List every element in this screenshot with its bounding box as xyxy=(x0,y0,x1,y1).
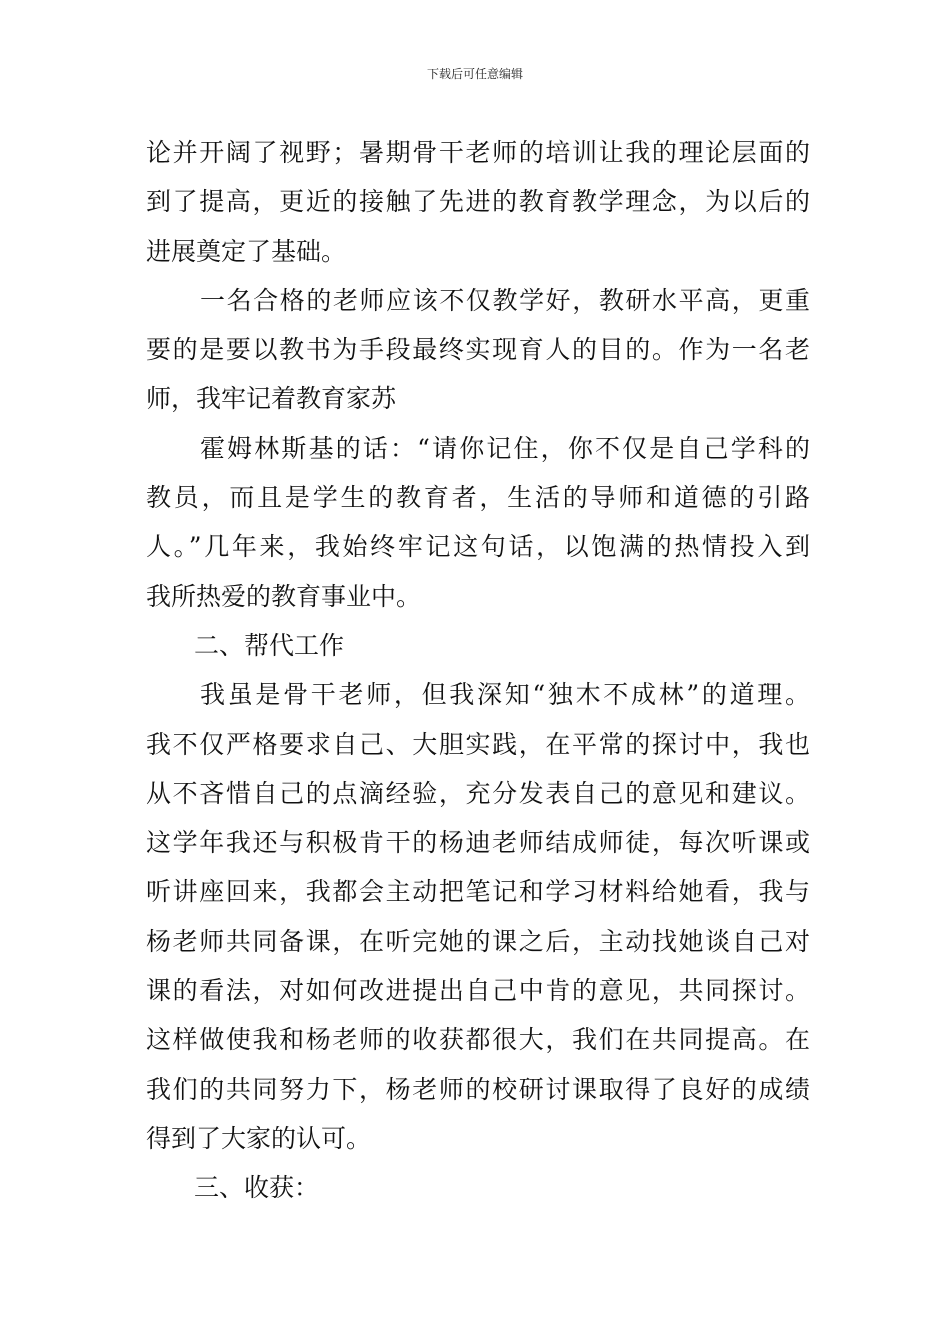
text-line: 我不仅严格要求自己、大胆实践，在平常的探讨中，我也 xyxy=(146,729,810,759)
text-line: 这学年我还与积极肯干的杨迪老师结成师徒，每次听课或 xyxy=(146,828,810,858)
document-body xyxy=(146,128,810,1213)
page-header: 下载后可任意编辑 xyxy=(426,67,523,81)
paragraph-start: 霍姆林斯基的话：“请你记住，你不仅是自己学科的 xyxy=(200,433,810,463)
section-heading: 三、收获： xyxy=(194,1173,320,1203)
paragraph-start: 一名合格的老师应该不仅教学好，教研水平高，更重 xyxy=(200,285,810,315)
text-line: 人。”几年来，我始终牢记这句话，以饱满的热情投入到 xyxy=(146,532,810,562)
text-line: 要的是要以教书为手段最终实现育人的目的。作为一名老 xyxy=(146,335,810,365)
text-line: 进展奠定了基础。 xyxy=(146,236,347,266)
text-line: 杨老师共同备课，在听完她的课之后，主动找她谈自己对 xyxy=(146,926,810,956)
section-heading: 二、帮代工作 xyxy=(194,630,345,660)
text-line: 课的看法，对如何改进提出自己中肯的意见，共同探讨。 xyxy=(146,976,810,1006)
text-line: 得到了大家的认可。 xyxy=(146,1123,372,1153)
text-line: 师，我牢记着教育家苏 xyxy=(146,384,397,414)
text-line: 我们的共同努力下，杨老师的校研讨课取得了良好的成绩 xyxy=(146,1074,810,1104)
text-line: 论并开阔了视野；暑期骨干老师的培训让我的理论层面的 xyxy=(146,138,810,167)
text-line: 教员，而且是学生的教育者，生活的导师和道德的引路 xyxy=(146,483,810,513)
text-line: 我所热爱的教育事业中。 xyxy=(146,581,422,611)
text-line: 这样做使我和杨老师的收获都很大，我们在共同提高。在 xyxy=(146,1025,810,1055)
paragraph-start: 我虽是骨干老师，但我深知“独木不成林”的道理。 xyxy=(200,680,810,710)
text-line: 听讲座回来，我都会主动把笔记和学习材料给她看，我与 xyxy=(146,877,810,907)
text-line: 到了提高，更近的接触了先进的教育教学理念，为以后的 xyxy=(146,187,810,217)
text-line: 从不吝惜自己的点滴经验，充分发表自己的意见和建议。 xyxy=(146,778,810,808)
